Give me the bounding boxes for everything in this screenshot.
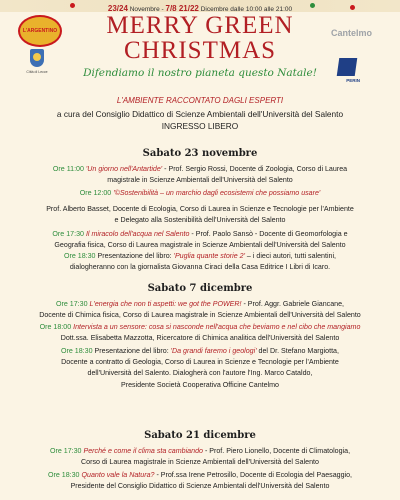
- perin-logo-label: PERIN: [346, 78, 360, 83]
- event-line: [4, 251, 396, 262]
- event-topic: L'energia che non ti aspetti: we got the POWER!: [89, 300, 242, 308]
- event-topic: Il miracolo dell'acqua nel Salento: [85, 230, 190, 238]
- event-line: [4, 240, 396, 251]
- event-line: [4, 262, 396, 273]
- event-text: - Prof. Aggr. Gabriele Giancane,: [241, 300, 345, 308]
- event-time: Ore 18:00: [39, 323, 72, 331]
- event-line: [4, 299, 396, 310]
- event-time: Ore 17:30: [55, 300, 88, 308]
- event-line: [4, 446, 396, 457]
- crest-label: Città di Lecce: [26, 70, 48, 74]
- event-time: Ore 12:00: [79, 189, 112, 197]
- event-text: magistrale in Scienze Ambientali dell'Università del Salento: [107, 176, 293, 184]
- event-time: Ore 11:00: [52, 165, 84, 173]
- event-line: [4, 310, 396, 321]
- argentino-logo-text: L'ARGENTINO: [22, 28, 58, 34]
- event-line: [4, 457, 396, 468]
- event-line: [4, 357, 396, 368]
- cantelmo-logo: Cantelmo: [330, 28, 372, 38]
- event-line: [4, 368, 396, 379]
- dates-first-month: Novembre -: [129, 6, 164, 13]
- event-line: [4, 215, 396, 226]
- event-line: [4, 346, 396, 357]
- motto: Difendiamo il nostro pianeta questo Natale!: [83, 67, 317, 79]
- event-text: Presidente del Consiglio Didattico di Scienze Ambientali dell'Università del Salento: [70, 482, 330, 490]
- event-line: [4, 380, 396, 391]
- event-text: Prof. Alberto Basset, Docente di Ecologia, Corso di Laurea in Scienze e Tecnologie per l'Ambiente: [46, 205, 354, 213]
- event-text: – i dieci autori, tutti salentini,: [244, 252, 337, 260]
- event-text: Docente a contratto di Geologia, Corso di Laurea in Scienze e Tecnologie per l'Ambiente: [61, 358, 339, 366]
- event-line: [4, 229, 396, 240]
- event-topic: Intervista a un sensore: cosa si nasconde nell'acqua che beviamo e nel cibo che mangiamo: [73, 323, 361, 331]
- event-time: Ore 17:30: [52, 230, 84, 238]
- event-line: [4, 333, 396, 344]
- dates-first: 23/24: [107, 4, 128, 13]
- event-text: Dott.ssa. Elisabetta Mazzotta, Ricercatore di Chimica analitica dell'Università del Salento: [60, 334, 340, 342]
- title-line-2: CHRISTMAS: [123, 37, 277, 64]
- event-text: - Prof. Sergio Rossi, Docente di Zoologia, Corso di Laurea: [162, 165, 348, 173]
- event-topic: 'Puglia quante storie 2': [173, 252, 245, 260]
- event-line: [4, 470, 396, 481]
- intro-line-1: a cura del Consiglio Didattico di Scienze Ambientali dell'Università del Salento: [56, 109, 344, 119]
- event-text: Corso di Laurea magistrale in Scienze Ambientali dell'Università del Salento: [81, 458, 319, 466]
- event-line: [4, 481, 396, 492]
- event-line: [4, 188, 396, 199]
- event-topic: Quanto vale la Natura?: [81, 471, 155, 479]
- event-text: - Prof. Piero Lionello, Docente di Climatologia,: [202, 447, 351, 455]
- event-time: Ore 17:30: [49, 447, 82, 455]
- event-text: dell'Università del Salento. Dialogherà con l'autore l'Ing. Marco Cataldo,: [87, 369, 313, 377]
- argentino-logo: [18, 15, 62, 47]
- event-topic: Perché e come il clima sta cambiando: [83, 447, 203, 455]
- subhead: L'AMBIENTE RACCONTATO DAGLI ESPERTI: [116, 96, 284, 105]
- event-time: Ore 18:30: [63, 252, 96, 260]
- event-text: del Dr. Stefano Margiotta,: [256, 347, 339, 355]
- event-text: e Delegato alla Sostenibilità dell'Università del Salento: [114, 216, 286, 224]
- day-title: Sabato 21 dicembre: [144, 430, 256, 441]
- event-text: - Prof.ssa Irene Petrosillo, Docente di Ecologia del Paesaggio,: [154, 471, 353, 479]
- event-topic: 'Da grandi faremo i geologi': [170, 347, 257, 355]
- day-title: Sabato 23 novembre: [142, 148, 258, 159]
- event-line: [4, 164, 396, 175]
- event-line: [4, 204, 396, 215]
- event-line: [4, 322, 396, 333]
- event-text: dialogheranno con la giornalista Giovanna Ciraci della Casa Editrice I Libri di Icaro.: [69, 263, 331, 271]
- event-text: - Prof. Paolo Sansò - Docente di Geomorfologia e: [189, 230, 348, 238]
- event-text: Docente di Chimica fisica, Corso di Laurea magistrale in Scienze Ambientali dell'Università del Salento: [39, 311, 361, 319]
- event-topic: 'Un giorno nell'Antartide': [85, 165, 163, 173]
- dates-second: 7/8 21/22: [165, 4, 199, 13]
- city-crest-icon: [30, 49, 44, 67]
- event-text: Geografia fisica, Corso di Laurea magistrale in Scienze Ambientali dell'Università del Salento: [54, 241, 346, 249]
- event-time: Ore 18:30: [61, 347, 93, 355]
- event-text: Presentazione del libro:: [92, 347, 171, 355]
- event-line: [4, 175, 396, 186]
- title-line-1: MERRY GREEN: [106, 12, 294, 39]
- intro: [0, 108, 400, 132]
- intro-line-2: INGRESSO LIBERO: [161, 121, 239, 131]
- day-title: Sabato 7 dicembre: [147, 283, 253, 294]
- event-time: Ore 18:30: [47, 471, 80, 479]
- event-text: Presidente Società Cooperativa Officine Cantelmo: [121, 381, 279, 389]
- perin-logo-icon: [337, 58, 358, 76]
- dates-second-month-hours: Dicembre dalle 10:00 alle 21:00: [200, 6, 293, 13]
- event-topic: '©Sostenibilità – un marchio dagli ecosistemi che possiamo usare': [113, 189, 321, 197]
- event-text: Presentazione del libro:: [95, 252, 174, 260]
